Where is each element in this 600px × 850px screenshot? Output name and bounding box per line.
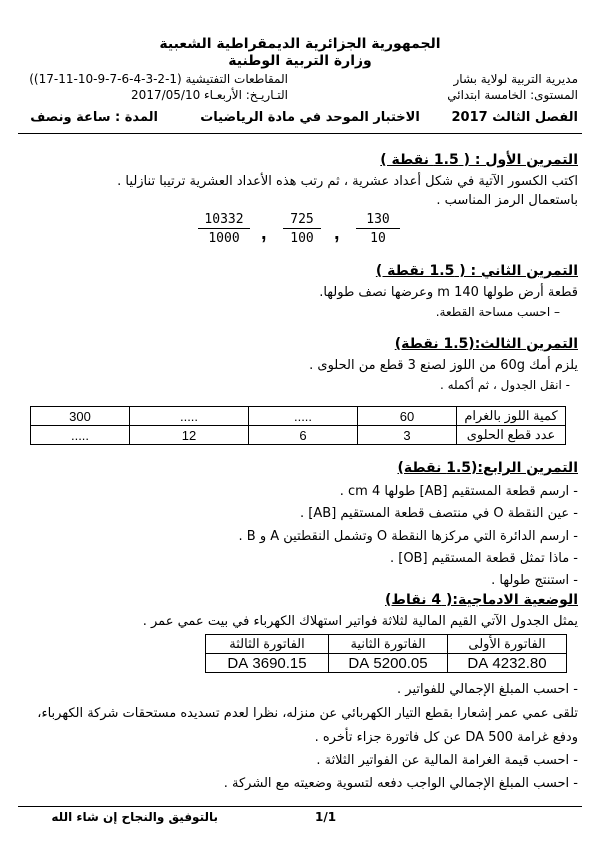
exam-title: الاختبار الموحد في مادة الرياضيات bbox=[200, 110, 420, 125]
table-row bbox=[206, 654, 567, 673]
table-cell: 6 bbox=[249, 426, 358, 445]
table-row bbox=[31, 426, 566, 445]
fraction-2-denominator: 100 bbox=[290, 231, 314, 246]
footer-wish: بالتوفيق والنجاح إن شاء الله bbox=[51, 810, 218, 824]
table-cell: 3690.15 DA bbox=[206, 654, 329, 673]
table-cell: ..... bbox=[130, 407, 249, 426]
term-label: الفصل الثالث 2017 bbox=[451, 110, 578, 125]
exercise-4-item-1: - ارسم قطعة المستقيم [AB] طولها 4 cm . bbox=[339, 484, 578, 499]
situation-text-2: ودفع غرامة 500 DA عن كل فاتورة جزاء تأخره . bbox=[314, 730, 578, 745]
districts-label: المقاطعات التفتيشية (1-2-3-4-6-7-9-10-11-17)) bbox=[29, 72, 288, 86]
table-header: الفاتورة الثانية bbox=[329, 635, 448, 654]
exercise-3-line-1: يلزم أمك 60g من اللوز لصنع 3 قطع من الحلوى . bbox=[309, 358, 578, 373]
page-number: 1/1 bbox=[315, 810, 337, 824]
fraction-3-numerator: 10332 bbox=[198, 212, 250, 229]
table-row-label: كمية اللوز بالغرام bbox=[457, 407, 566, 426]
table-cell: 12 bbox=[130, 426, 249, 445]
exercise-3-line-2: - انقل الجدول ، ثم أكمله . bbox=[439, 378, 570, 392]
table-cell: 3 bbox=[358, 426, 457, 445]
exercise-1-line-1: اكتب الكسور الآتية في شكل أعداد عشرية ، ثم رتب هذه الأعداد العشرية ترتيبا تنازليا . bbox=[117, 174, 578, 189]
table-cell: 5200.05 DA bbox=[329, 654, 448, 673]
exercise-2-line-2: – احسب مساحة القطعة. bbox=[435, 305, 560, 319]
table-header: الفاتورة الأولى bbox=[448, 635, 567, 654]
fraction-3-denominator: 1000 bbox=[208, 231, 240, 246]
republic-title: الجمهورية الجزائرية الديمقراطية الشعبية bbox=[159, 36, 441, 52]
fraction-3 bbox=[198, 212, 250, 246]
exercise-2-title: التمرين الثاني : ( 1.5 نقطة ) bbox=[375, 263, 578, 279]
table-row bbox=[31, 407, 566, 426]
table-cell: 4232.80 DA bbox=[448, 654, 567, 673]
level-label: المستوى: الخامسة ابتدائي bbox=[447, 88, 578, 102]
situation-text-1: تلقى عمي عمر إشعارا بقطع التيار الكهربائي عن منزله، نظرا لعدم تسديده مستحقات شركة الكهرباء، bbox=[37, 706, 578, 721]
situation-intro: يمثل الجدول الآتي القيم المالية لثلاثة فواتير استهلاك الكهرباء في بيت عمي عمر . bbox=[142, 614, 578, 629]
exercise-3-title: التمرين الثالث:(1.5 نقطة) bbox=[394, 336, 578, 352]
invoices-table bbox=[205, 634, 567, 673]
fraction-2 bbox=[283, 212, 321, 246]
exercise-4-title: التمرين الرابع:(1.5 نقطة) bbox=[397, 460, 578, 476]
exercise-4-item-4: - ماذا تمثل قطعة المستقيم [OB] . bbox=[389, 551, 578, 566]
exercise-2-line-1: قطعة أرض طولها 140 m وعرضها نصف طولها. bbox=[319, 285, 578, 300]
situation-title: الوضعية الادماجية:( 4 نقاط) bbox=[385, 592, 578, 608]
fraction-1-numerator: 130 bbox=[356, 212, 400, 229]
almond-table bbox=[30, 406, 566, 445]
situation-question-1: - احسب المبلغ الإجمالي للفواتير . bbox=[397, 682, 578, 697]
situation-question-2: - احسب قيمة الغرامة المالية عن الفواتير الثلاثة . bbox=[316, 753, 578, 768]
fraction-1 bbox=[356, 212, 400, 246]
exercise-1-line-2: باستعمال الرمز المناسب . bbox=[436, 193, 578, 208]
fraction-1-denominator: 10 bbox=[370, 231, 386, 246]
table-cell: ..... bbox=[31, 426, 130, 445]
ministry-title: وزارة التربية الوطنية bbox=[228, 53, 372, 69]
directorate-label: مديرية التربية لولاية بشار bbox=[453, 72, 578, 86]
exercise-1-title: التمرين الأول : ( 1.5 نقطة ) bbox=[380, 152, 578, 168]
fraction-separator-2: , bbox=[261, 222, 267, 244]
table-cell: ..... bbox=[249, 407, 358, 426]
date-label: التـاريـخ: الأربعـاء 2017/05/10 bbox=[131, 88, 288, 102]
table-row bbox=[206, 635, 567, 654]
header-divider bbox=[18, 133, 582, 134]
duration-label: المدة : ساعة ونصف bbox=[30, 110, 158, 125]
exercise-4-item-5: - استنتج طولها . bbox=[491, 573, 578, 588]
table-row-label: عدد قطع الحلوى bbox=[457, 426, 566, 445]
exercise-4-item-3: - ارسم الدائرة التي مركزها النقطة O وتشمل النقطتين A و B . bbox=[238, 529, 578, 544]
fraction-separator-1: , bbox=[334, 222, 340, 244]
table-cell: 60 bbox=[358, 407, 457, 426]
footer-divider bbox=[18, 806, 582, 807]
fraction-2-numerator: 725 bbox=[283, 212, 321, 229]
table-header: الفاتورة الثالثة bbox=[206, 635, 329, 654]
table-cell: 300 bbox=[31, 407, 130, 426]
exercise-4-item-2: - عين النقطة O في منتصف قطعة المستقيم [AB] . bbox=[300, 506, 578, 521]
situation-question-3: - احسب المبلغ الإجمالي الواجب دفعه لتسوية وضعيته مع الشركة . bbox=[223, 776, 578, 791]
